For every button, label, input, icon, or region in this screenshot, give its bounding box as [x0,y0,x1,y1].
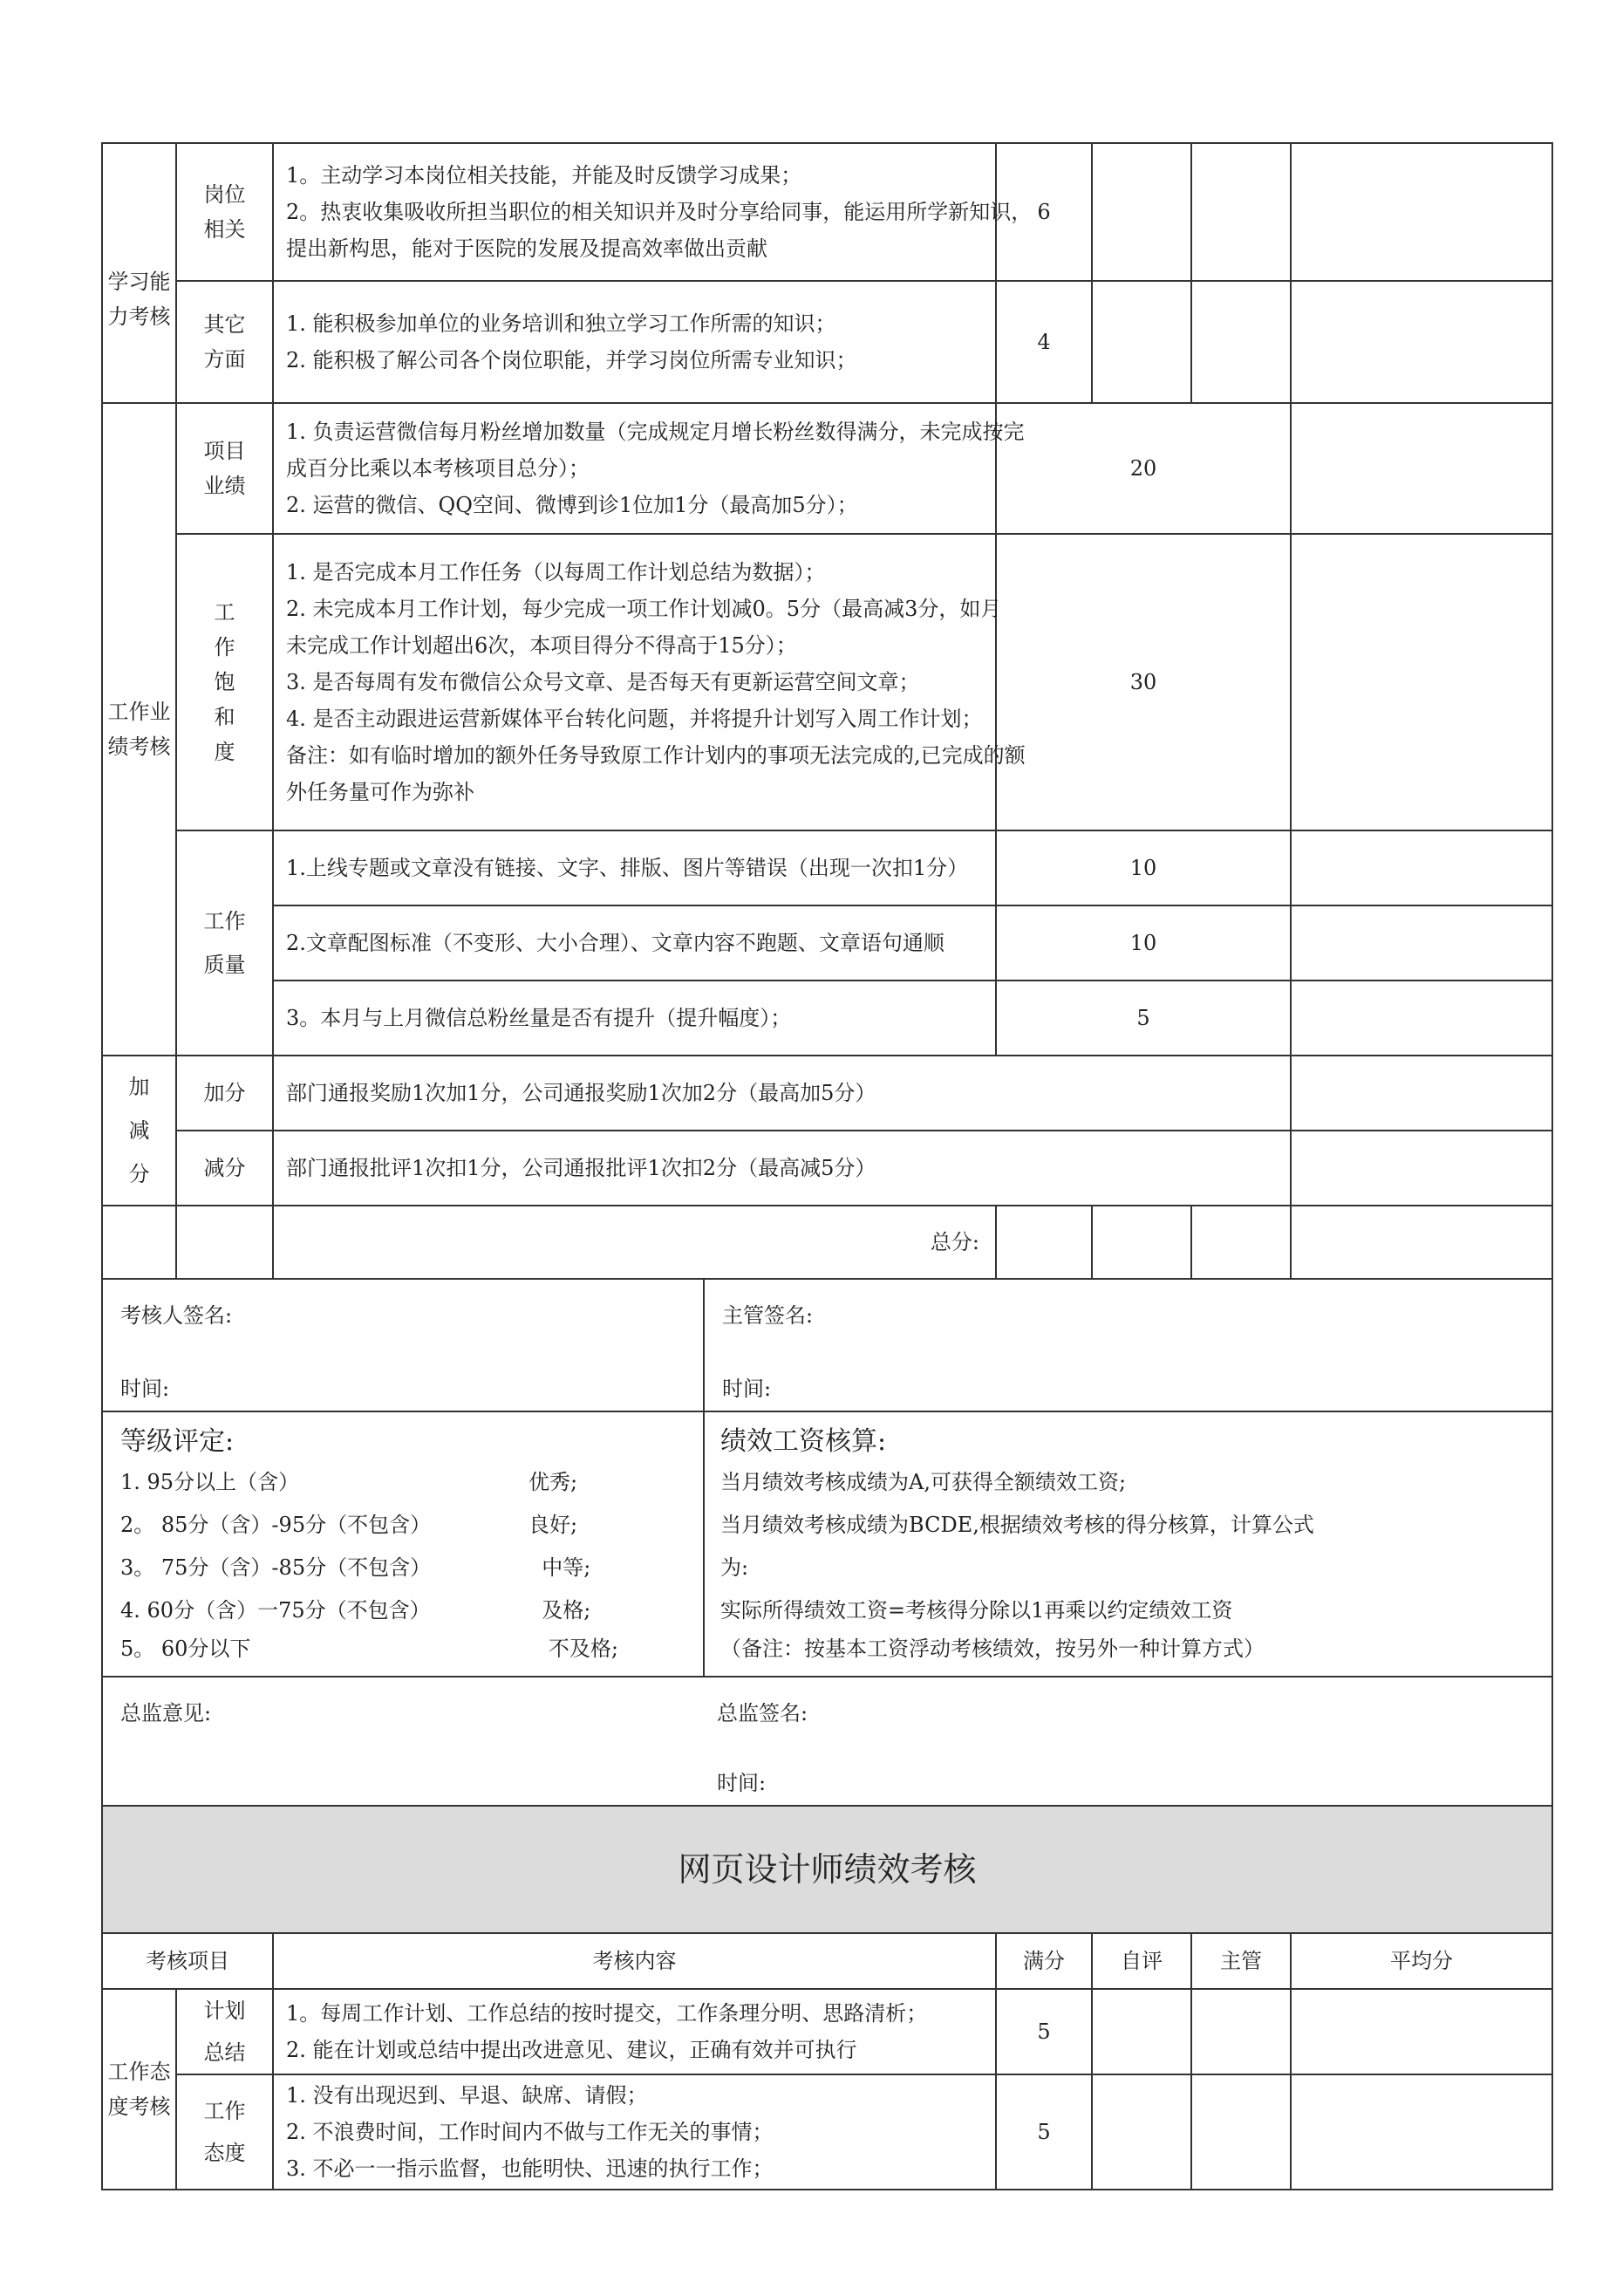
content-line: 3. 是否每周有发布微信公众号文章、是否每天有更新运营空间文章； [286,670,920,694]
supervisor-cell[interactable] [1191,1989,1291,2074]
content-project [273,403,1025,534]
content-line: 2. 不浪费时间，工作时间内不做与工作无关的事情； [286,2120,774,2144]
salary-line: 当月绩效考核成绩为BCDE,根据绩效考核的得分核算，计算公式 [720,1513,1314,1537]
grading-range: 1. 95分以上（含） [120,1470,300,1494]
group-performance [102,403,176,1056]
label-quality [176,830,273,1056]
content-line: 2. 能在计划或总结中提出改进意见、建议，正确有效并可执行 [286,2038,857,2062]
label-minus: 减分 [176,1131,273,1206]
header-item: 考核项目 [102,1933,273,1989]
main-table [101,142,1553,2190]
content-plus [273,1056,1291,1131]
label-other [176,281,273,403]
row-second-title [102,1806,1552,1933]
group-learning [102,143,176,403]
content-saturation [273,534,1026,830]
avg-cell[interactable] [1291,534,1552,830]
content-quality-1 [273,830,996,905]
score-cell: 6 [996,143,1092,281]
empty-cell [176,1206,273,1279]
group-attitude [102,1989,176,2190]
label-project-text: 项目业绩 [203,439,246,498]
label-other-text: 其它方面 [203,312,246,372]
content-plan [273,1989,996,2074]
avg-cell[interactable] [1291,905,1552,981]
row-learning-other [102,281,1552,403]
avg-cell[interactable] [1291,981,1552,1056]
row-director [102,1677,1552,1806]
score-cell: 20 [996,403,1291,534]
total-label: 总分: [273,1206,996,1279]
label-quality-text: 工作质量 [203,909,246,977]
row-signatures [102,1279,1552,1411]
content-position [273,143,1033,281]
label-plus: 加分 [176,1056,273,1131]
content-quality-2 [273,905,996,981]
row-work-attitude [102,2074,1552,2190]
assessor-signature-label: 考核人签名: [120,1303,233,1328]
content-line: 2。热衷收集吸收所担当职位的相关知识并及时分享给同事，能运用所学新知识， [286,200,1033,224]
avg-cell[interactable] [1291,1131,1552,1206]
director-opinion-label: 总监意见: [120,1701,212,1725]
grading-item [120,1589,685,1632]
grading-level: 良好; [528,1513,578,1537]
total-score-cell[interactable] [996,1206,1092,1279]
content-line: 3. 不必一一指示监督，也能明快、迅速的执行工作； [286,2156,774,2181]
avg-cell[interactable] [1291,1989,1552,2074]
grading-cell [102,1411,704,1677]
row-minus [102,1131,1552,1206]
supervisor-cell[interactable] [1191,281,1291,403]
content-minus [273,1131,1291,1206]
salary-line: 实际所得绩效工资=考核得分除以1再乘以约定绩效工资 [720,1598,1233,1623]
grading-level: 不及格; [528,1637,618,1661]
score-cell: 30 [996,534,1291,830]
content-line: 2. 能积极了解公司各个岗位职能，并学习岗位所需专业知识； [286,348,857,372]
assessor-time-label: 时间: [120,1377,170,1401]
supervisor-cell[interactable] [1191,143,1291,281]
grading-range: 5。 60分以下 [120,1637,251,1661]
avg-cell[interactable] [1291,2074,1552,2190]
content-line: 3。本月与上月微信总粉丝量是否有提升（提升幅度）； [286,1006,792,1030]
content-line: 外任务量可作为弥补 [286,780,474,804]
content-line: 1。主动学习本岗位相关技能，并能及时反馈学习成果； [286,163,802,188]
content-line: 部门通报奖励1次加1分，公司通报奖励1次加2分（最高加5分） [286,1081,876,1105]
row-grading [102,1411,1552,1677]
total-self-cell[interactable] [1092,1206,1191,1279]
score-cell: 5 [996,1989,1092,2074]
group-attitude-label: 工作态度考核 [107,2060,171,2119]
label-plan-text: 计划总结 [203,1999,246,2065]
label-saturation [176,534,273,830]
row-header [102,1933,1552,1989]
content-attitude [273,2074,996,2190]
avg-cell[interactable] [1291,403,1552,534]
score-cell: 4 [996,281,1092,403]
header-avg: 平均分 [1291,1933,1552,1989]
grading-item [120,1632,685,1665]
supervisor-cell[interactable] [1191,2074,1291,2190]
content-line: 1。每周工作计划、工作总结的按时提交，工作条理分明、思路清析； [286,2001,928,2026]
assessment-form [101,142,1551,2190]
score-cell: 5 [996,981,1291,1056]
grading-item [120,1547,685,1589]
group-learning-label: 学习能力考核 [107,270,171,329]
content-line: 成百分比乘以本考核项目总分）； [286,456,590,481]
grading-level: 优秀; [528,1470,578,1494]
row-project [102,403,1552,534]
group-adjust-label: 加减分 [128,1075,150,1186]
total-supervisor-cell[interactable] [1191,1206,1291,1279]
salary-title: 绩效工资核算: [720,1426,887,1457]
self-eval-cell[interactable] [1092,281,1191,403]
content-line: 提出新构思，能对于医院的发展及提高效率做出贡献 [286,236,767,261]
content-other [273,281,996,403]
salary-line: 为: [720,1555,749,1580]
row-plan-summary [102,1989,1552,2074]
self-eval-cell[interactable] [1092,2074,1191,2190]
label-position [176,143,273,281]
row-plus [102,1056,1552,1131]
score-cell: 10 [996,830,1291,905]
content-line: 1. 是否完成本月工作任务（以每周工作计划总结为数据）； [286,560,826,584]
director-signature-label: 总监签名: [717,1701,808,1725]
group-adjust [102,1056,176,1206]
row-total [102,1206,1552,1279]
header-self: 自评 [1092,1933,1191,1989]
content-line: 1. 没有出现迟到、早退、缺席、请假； [286,2083,648,2108]
supervisor-signature-cell[interactable] [704,1279,1552,1411]
label-saturation-text: 工作饱和度 [214,600,235,764]
group-performance-label: 工作业绩考核 [107,700,171,759]
row-quality-1 [102,830,1552,905]
header-supervisor: 主管 [1191,1933,1291,1989]
avg-cell[interactable] [1291,281,1552,403]
avg-cell[interactable] [1291,1056,1552,1131]
content-line: 2. 未完成本月工作计划，每少完成一项工作计划减0。5分（最高减3分，如月 [286,597,1002,621]
supervisor-signature-label: 主管签名: [722,1303,814,1328]
assessor-signature-cell[interactable] [102,1279,704,1411]
row-quality-3 [102,981,1552,1056]
grading-level: 中等; [528,1555,591,1580]
content-line: 2.文章配图标准（不变形、大小合理）、文章内容不跑题、文章语句通顺 [286,931,944,955]
content-quality-3 [273,981,996,1056]
content-line: 1. 能积极参加单位的业务培训和独立学习工作所需的知识； [286,311,836,336]
empty-cell [102,1206,176,1279]
avg-cell[interactable] [1291,143,1552,281]
grading-item [120,1461,685,1504]
supervisor-time-label: 时间: [722,1377,772,1401]
avg-cell[interactable] [1291,830,1552,905]
salary-line: （备注：按基本工资浮动考核绩效，按另外一种计算方式） [720,1637,1265,1661]
content-line: 未完成工作计划超出6次，本项目得分不得高于15分）； [286,633,797,658]
row-saturation [102,534,1552,830]
content-line: 2. 运营的微信、QQ空间、微博到诊1位加1分（最高加5分）； [286,493,858,517]
content-line: 1.上线专题或文章没有链接、文字、排版、图片等错误（出现一次扣1分） [286,856,969,880]
row-quality-2 [102,905,1552,981]
director-cell[interactable] [102,1677,1552,1806]
grading-item [120,1504,685,1547]
label-attitude [176,2074,273,2190]
director-time-label: 时间: [717,1771,767,1795]
self-eval-cell[interactable] [1092,1989,1191,2074]
total-avg-cell[interactable] [1291,1206,1552,1279]
grading-range: 2。 85分（含）-95分（不包含） [120,1513,432,1537]
content-line: 部门通报批评1次扣1分，公司通报批评1次扣2分（最高减5分） [286,1156,876,1180]
content-line: 1. 负责运营微信每月粉丝增加数量（完成规定月增长粉丝数得满分，未完成按完 [286,420,1025,444]
second-title: 网页设计师绩效考核 [102,1806,1552,1933]
content-line: 4. 是否主动跟进运营新媒体平台转化问题，并将提升计划写入周工作计划； [286,707,983,731]
salary-cell [704,1411,1552,1677]
label-attitude-text: 工作态度 [203,2099,246,2165]
label-position-text: 岗位相关 [203,182,246,242]
grading-level: 及格; [528,1598,591,1623]
grading-range: 4. 60分（含）一75分（不包含） [120,1598,431,1623]
header-content: 考核内容 [273,1933,996,1989]
self-eval-cell[interactable] [1092,143,1191,281]
header-full: 满分 [996,1933,1092,1989]
score-cell: 5 [996,2074,1092,2190]
label-plan [176,1989,273,2074]
row-learning-position [102,143,1552,281]
score-cell: 10 [996,905,1291,981]
label-project [176,403,273,534]
content-line: 备注：如有临时增加的额外任务导致原工作计划内的事项无法完成的,已完成的额 [286,743,1026,768]
grading-title: 等级评定: [120,1426,235,1457]
salary-line: 当月绩效考核成绩为A,可获得全额绩效工资; [720,1470,1127,1494]
grading-range: 3。 75分（含）-85分（不包含） [120,1555,432,1580]
